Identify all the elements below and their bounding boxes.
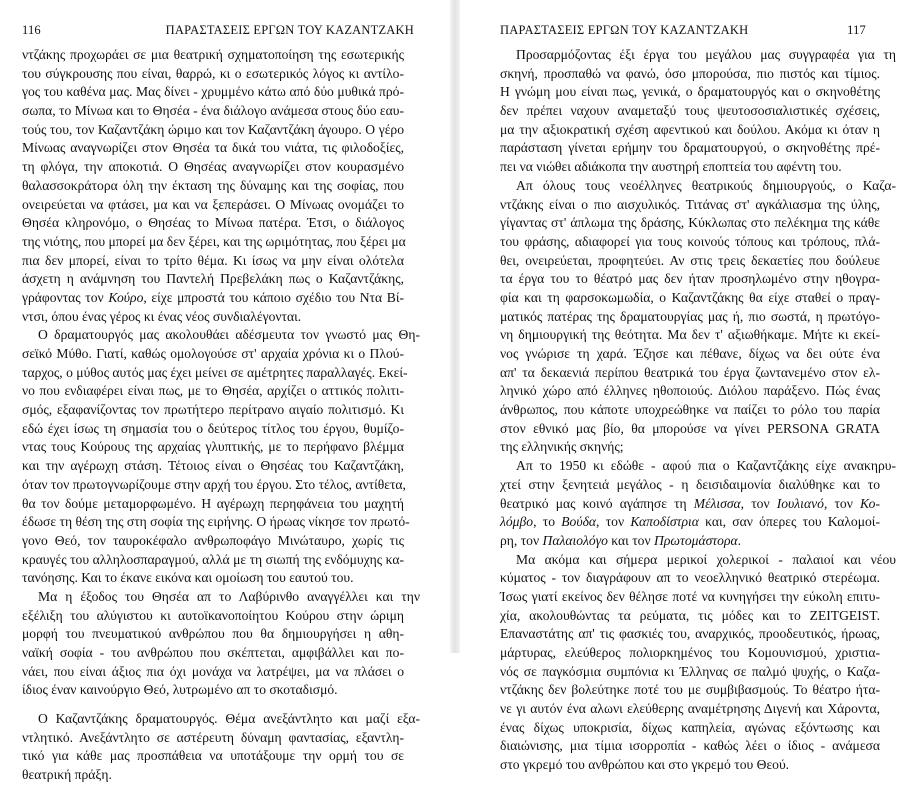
text-line: ντζάκης είναι ο πιο αισχυλικός. Τιτάνας στ' αγκάλιασμα της ύλης, xyxy=(500,196,880,212)
text-line: σκηνή, προσπαθώ να φανώ, όσο μπορούσα, πιο πιστός και τίμιος. xyxy=(500,65,880,81)
text-line: χία, ακολουθώντας τα ρεύματα, τις μόδες και το ZEITGEIST. xyxy=(500,607,880,623)
text-line: Ο δραματουργός μας ακολουθάει αδέσμευτα τον γνωστό μας Θη- xyxy=(38,327,420,343)
text-line: όταν τον πρωτογνωρίζουμε στην αρχή του έργου. Στο τέλος, αντίθετα, xyxy=(22,476,406,492)
text-line: λόμβο, το Βούδα, τον Καποδίστρια και, σαν όπερες του Καλομοί- xyxy=(500,514,880,530)
text-line: νη δημιουργική της θεότητα. Μα δεν τ' αξιωθήκαμε. Μήτε κι εκεί- xyxy=(500,327,880,343)
text-line: κραυγές του αλληλοσπαραγμού, αλλά με τη σιωπή της ενδόμυχης κα- xyxy=(22,551,404,567)
text-line: διαιώνισης, μια τίμια ισορροπία - καθώς λέει ο ίδιος - ανάμεσα xyxy=(500,738,880,754)
text-line: ντζάκης προχωράει σε μια θεατρική σχηματοποίηση της εσωτερικής xyxy=(22,47,404,62)
text-line: ντσι, όπου ένας γέρος κι ένας νέος συνδιαλέγονται. xyxy=(22,308,302,324)
text-line: Μα η έξοδος του Θησέα απ το Λαβύρινθο αναγγέλλει και την xyxy=(38,588,420,604)
text-line: θεατρικό μας κοινό αγάπησε τη Μέλισσα, τον Ιουλιανό, τον Κο- xyxy=(500,495,880,511)
text-line: Επαναστάτης απ' τις φασκιές του, αναρχικός, προοδευτικός, ήρωας, xyxy=(500,626,880,642)
text-line: Μα ακόμα και σήμερα μερικοί χολερικοί - παλαιοί και νέου xyxy=(516,551,896,567)
text-line: χτεί στην ξενητειά μεγάλος - η δεισιδαιμονία διαλύθηκε και το xyxy=(500,476,880,492)
text-line: του σύγκρουσης που είναι, θαρρώ, κι ο εσωτερικός λόγος κι αντίλο- xyxy=(22,65,404,81)
text-line: της ελληνικής σκηνής; xyxy=(500,439,624,455)
text-line: κύματος - τον διαγράφουν απ το νεοελληνικό θεατρικό στερέωμα. xyxy=(500,570,880,586)
text-line: πια δεν μπορεί, είναι το τρίτο θέμα. Κι ίσως να μην είναι ολότελα xyxy=(22,252,404,268)
text-line: ληνικό χώρο από έλληνες ηθοποιούς. Διόλου παράξενο. Πώς ένας xyxy=(500,383,880,399)
text-line: ματικός πατέρας της δραματουργίας μας ή, πιο σωστά, η πρωτόγο- xyxy=(500,308,880,324)
text-line: ταρχος, ο μύθος αυτός μας έχει μείνει σε αμέτρητες παραλλαγές. Εκεί- xyxy=(22,364,408,380)
right-running-head xyxy=(500,22,892,38)
text-line: του φράσης, αδιαφορεί για τους κοινούς τόπους και τρόπους, πλά- xyxy=(500,233,880,249)
text-line: παράσταση γίνεται ερήμην του δραματουργού, ο σκηνοθέτης πρέ- xyxy=(500,140,880,156)
text-line: Απ όλους τους νεοέλληνες θεατρικούς δημιουργούς, ο Καζα- xyxy=(516,177,896,193)
text-line: άσχετη η ανάμνηση του Παντελή Πρεβελάκη πως ο Καζαντζάκης, xyxy=(22,271,404,287)
text-line: Θησέα κληρονόμο, ο Θησέας το Μίνωα πατέρα. Έτσι, ο διάλογος xyxy=(22,215,404,231)
text-line: φία και τη φαρσοκωμωδία, ο Καζαντζάκης θα είχε σταθεί ο πραγ- xyxy=(500,289,880,305)
text-line: ναϊκή σοφία - του ανθρώπου που σκέπτεται, αμφιβάλλει και πο- xyxy=(22,645,404,660)
text-line: νε γι αυτόν ένα αλωνι ελεύθερης αναμέτρησης Διγενή και Χάροντα, xyxy=(500,701,880,717)
text-line: εδώ έχει ίσως τη σημασία του ο δεύτερος τίτλος του έργου, θυμίζο- xyxy=(22,420,404,436)
text-line: γίγαντας στ' άπλωμα της δράσης, Κύκλωπας στο πελέκημα της κάθε xyxy=(500,215,880,231)
text-line: θει, ονειρεύεται, προφητεύει. Αν στις τρεις δεκαετίες που δούλευε xyxy=(500,252,880,268)
text-line: Ίσως γιατί εκείνος δεν θέλησε ποτέ να κυνηγήσει την εύκολη επιτυ- xyxy=(500,588,880,604)
text-line: Προσαρμόζοντας έξι έργα του μεγάλου μας συγγραφέα για τη xyxy=(516,47,896,62)
text-line: ντλητικό. Ανεξάντλητο σε αστέρευτη δύναμη φαντασίας, εξαντλη- xyxy=(22,729,404,745)
text-line: Απ το 1950 κι εδώθε - αφού πια ο Καζαντζάκης είχε ανακηρυ- xyxy=(516,458,896,474)
text-line: απ' τα δεκαενιά περίπου θεατρικά του έργα ζωντανεμένο στον ελ- xyxy=(500,364,880,380)
left-page-number: 116 xyxy=(22,23,41,37)
text-line: θεατρική πράξη. xyxy=(22,767,112,783)
text-line: τη φλόγα, την αποκοτιά. Ο Θησέας αναγνωρίζει στον κουρασμένο xyxy=(22,159,404,175)
text-line: στον εθνικό μας βίο, θα μπορούσε να γίνει PERSONA GRATA xyxy=(500,420,880,436)
book-gutter xyxy=(450,0,460,653)
left-running-title: ΠΑΡΑΣΤΑΣΕΙΣ ΕΡΓΩΝ ΤΟΥ ΚΑΖΑΝΤΖΑΚΗ xyxy=(165,23,414,37)
text-line: μάρτυρας, ελεύθερος πολιορκημένος του Κομουνισμού, χριστια- xyxy=(500,645,880,660)
left-running-head xyxy=(22,22,444,38)
text-line: ντας τους Κούρους της αρχαίας γλυπτικής, με το περήφανο βλέμμα xyxy=(22,439,404,455)
text-line: άνθρωπος, που κάποτε υποχρεώθηκε να παίζει το ρόλο του παρία xyxy=(500,402,880,418)
right-running-title: ΠΑΡΑΣΤΑΣΕΙΣ ΕΡΓΩΝ ΤΟΥ ΚΑΖΑΝΤΖΑΚΗ xyxy=(500,23,749,37)
text-line: γονο Θεό, τον ταυροκέφαλο ανθρωποφάγο Μινώταυρο, χωρίς τις xyxy=(22,532,404,548)
text-line: νός σε παγκόσμια συμπόνια κι Έλληνας σε παλμό ψυχής, ο Καζα- xyxy=(500,663,880,679)
text-line: στο γκρεμό του ανθρώπου και στο γκρεμό του Θεού. xyxy=(500,757,790,773)
text-line: νάει, που είναι άξιος πια όχι μονάχα να λατρέψει, μα να πλάσει ο xyxy=(22,663,404,679)
text-line: γράφοντας τον Κούρο, είχε μπροστά του κάποιο σχέδιο του Ντα Βί- xyxy=(22,289,405,305)
text-line: Μίνωας αναγνωρίζει στον Θησέα τα δικά του νιάτα, τις φιλοδοξίες, xyxy=(22,140,404,156)
text-line: ντζάκης δεν βολεύτηκε ποτέ του με συμβιβασμούς. Το θέατρο ήτα- xyxy=(500,682,880,698)
text-line: και την αγέρωχη στάση. Τέτοιος είναι ο Θησέας του Καζαντζάκη, xyxy=(22,458,404,474)
text-line: Η γνώμη μου είναι πως, γενικά, ο δραματουργός και ο σκηνοθέτης xyxy=(500,84,880,100)
text-line: μα την αξιοκρατική σχέση αφεντικού και δούλου. Ακόμα κι όταν η xyxy=(500,121,880,137)
paragraph-gap xyxy=(22,700,444,710)
text-line: θαλασσοκράτορα όλη την έκταση της δύναμης και της σοφίας, που xyxy=(22,177,404,193)
text-line: εξέλιξη του αλύγιστου κι αυτοϊκανοποίητου Κούρου στην ώριμη xyxy=(22,607,404,623)
right-page-text xyxy=(500,46,896,775)
text-line: Ο Καζαντζάκης δραματουργός. Θέμα ανεξάντλητο και μαζί εξα- xyxy=(38,711,420,727)
text-line: τούς του, τον Καζαντζάκη ώριμο και τον Καζαντζάκη άγουρο. Ο γέρο xyxy=(22,121,404,137)
text-line: θα τον δούμε μεταμορφωμένο. Η αγέρωχη περηφάνεια του μαχητή xyxy=(22,495,404,511)
text-line: ίδιος έναν καινούργιο Θεό, λυτρωμένο απ το σκοταδισμό. xyxy=(22,682,338,698)
text-line: τικό για κάθε μας προσπάθεια να υποτάξουμε την ορμή του σε xyxy=(22,748,404,764)
text-line: μορφή του πνευματικού ανθρώπου που θα δημιουργήσει η αθη- xyxy=(22,626,404,642)
text-line: σεϊκό Μύθο. Γιατί, καθώς ομολογούσε στ' αρχαία χρόνια κι ο Πλού- xyxy=(22,346,404,361)
text-line: νος γνώρισε τη χαρά. Έζησε και πέθανε, δίχως να δει ούτε ένα xyxy=(500,346,880,361)
text-line: έδωσε τη θέση της στη σοφία της ειρήνης. Ο ήρωας νίκησε τον πρωτό- xyxy=(22,514,410,530)
text-line: ονειρεύεται να φτάσει, μα και να ξεπεράσει. Ο Μίνωας ονομάζει το xyxy=(22,196,404,212)
text-line: νο που ενδιαφέρει είναι πως, με το Θησέα, αρχίζει ο αττικός πολιτι- xyxy=(22,383,404,399)
text-line: σμός, εξαφανίζοντας τον πρωτήτερο περίτρανο αιγαίο πολιτισμό. Κι xyxy=(22,402,404,418)
text-line: σωπα, το Μίνωα και το Θησέα - ένα διάλογο ανάμεσα στους δύο εαυ- xyxy=(22,103,404,119)
text-line: ρη, τον Παλαιολόγο και τον Πρωτομάστορα. xyxy=(500,532,742,548)
text-line: δεν πρέπει ναχουν αναμεταξύ τους ψευτοσοσιαλιστικές σχέσεις, xyxy=(500,103,880,119)
text-line: γος του καθένα μας. Μας δίνει - χρυμμένο κάτω από δύο μυθικά πρό- xyxy=(22,84,404,100)
right-page-number: 117 xyxy=(847,23,866,37)
text-line: πει να νιώθει αδιάκοπα την αυστηρή εποπτεία του αφέντη του. xyxy=(500,159,842,175)
text-line: ένας δίχως υποκρισία, δίχως καπηλεία, αγώνας εξόντωσης και xyxy=(500,719,880,735)
text-line: της νιότης, που μπορεί μα δεν ξέρει, και της ωριμότητας, που ξέρει μα xyxy=(22,233,406,249)
text-line: τα έργα του το θέατρό μας δεν ήταν προσηλωμένο στην ηθογρα- xyxy=(500,271,880,287)
left-page-text xyxy=(22,46,444,785)
right-page xyxy=(460,0,900,773)
text-line: τανόησης. Και το έκανε εικόνα και ομοίωση του εαυτού του. xyxy=(22,570,354,586)
